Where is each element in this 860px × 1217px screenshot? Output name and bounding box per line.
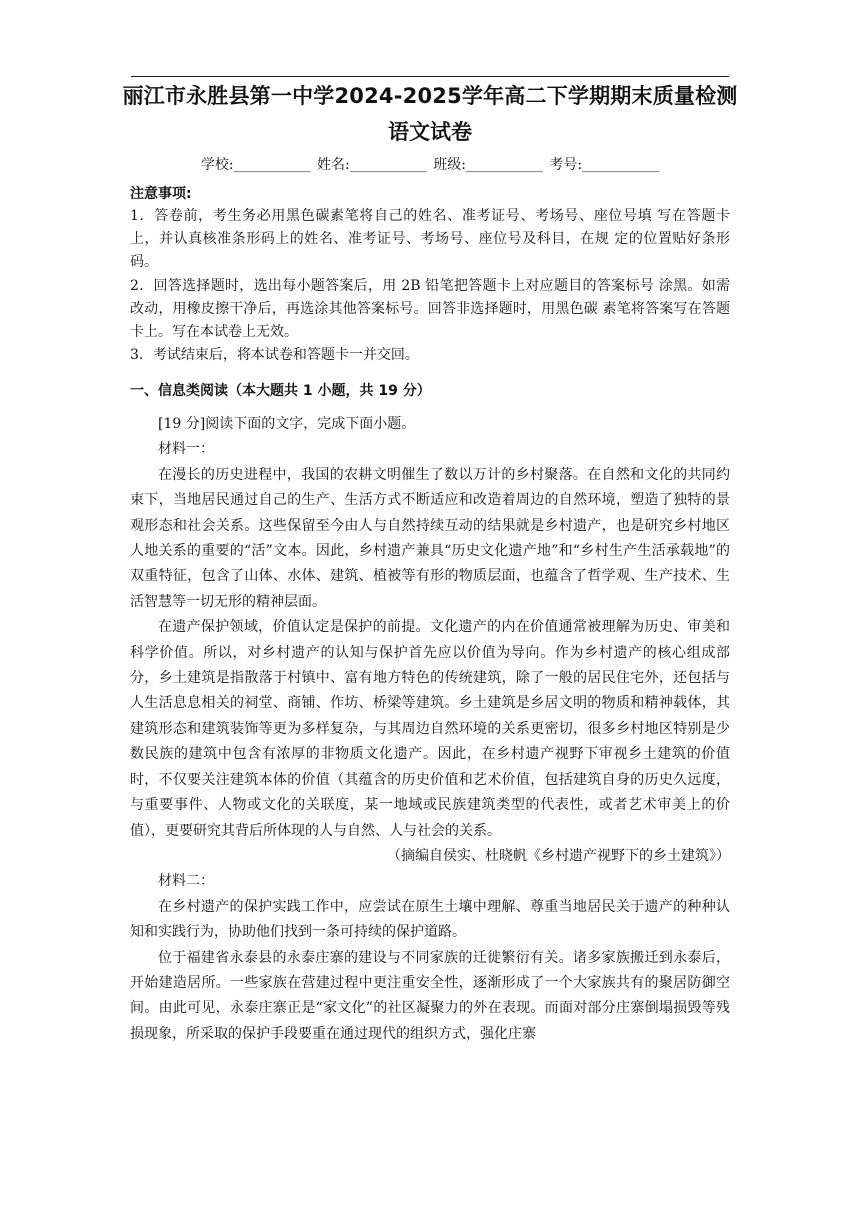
exam-title: 丽江市永胜县第一中学2024-2025学年高二下学期期末质量检测 [122, 84, 738, 108]
body-paragraph: 位于福建省永泰县的永泰庄寨的建设与不同家族的迁徙繁衍有关。诸多家族搬迁到永泰后，开始建造居所。一些家族在营建过程中更注重安全性，逐渐形成了一个大家族共有的聚居防御空间。由此可见，永泰庄寨正是“家文化”的社区凝聚力的外在表现。而面对部分庄寨倒塌损毁等残损现象，所采取的保护手段要重在通过现代的组织方式，强化庄寨 [130, 949, 730, 1042]
section-heading: 一、信息类阅读（本大题共 1 小题，共 19 分） [130, 383, 431, 399]
body-paragraph: 在乡村遗产的保护实践工作中，应尝试在原生土壤中理解、尊重当地居民关于遗产的种种认知和实践行为，协助他们找到一条可持续的保护道路。 [130, 898, 730, 941]
class-field: 班级:___________ [433, 157, 543, 173]
exam-number-field: 考号:___________ [549, 157, 660, 173]
material-label: 材料一： [158, 441, 214, 458]
notice-item: 1．答卷前，考生务必用黑色碳素笔将自己的姓名、准考证号、考场号、座位号填 写在答题卡上，并认真核准条形码上的姓名、准考证号、考场号、座位号及科目，在规 定的位置贴好条形码。 [130, 208, 730, 271]
notice-heading: 注意事项: [130, 186, 192, 202]
name-field: 姓名:___________ [317, 157, 427, 173]
material-label: 材料二： [158, 873, 214, 890]
exam-subtitle: 语文试卷 [388, 120, 472, 144]
body-paragraph: 在遗产保护领域，价值认定是保护的前提。文化遗产的内在价值通常被理解为历史、审美和科学价值。所以，对乡村遗产的认知与保护首先应以价值为导向。作为乡村遗产的核心组成部分，乡土建筑是指散落于村镇中、富有地方特色的传统建筑，除了一般的居民住宅外，还包括与人生活息息相关的祠堂、商铺、作坊、桥梁等建筑。乡土建筑是乡居文明的物质和精神载体，其建筑形态和建筑装饰等更为多样复杂，与其周边自然环境的关系更密切，很多乡村地区特别是少数民族的建筑中包含有浓厚的非物质文化遗产。因此，在乡村遗产视野下审视乡土建筑的价值时，不仅要关注建筑本体的价值（其蕴含的历史价值和艺术价值，包括建筑自身的历史久远度，与重要事件、人物或文化的关联度，某一地域或民族建筑类型的代表性，或者艺术审美上的价值），更要研究其背后所体现的人与自然、人与社会的关系。 [130, 619, 730, 839]
notice-item: 3．考试结束后，将本试卷和答题卡一并交回。 [130, 347, 419, 364]
header-rule [131, 76, 729, 77]
body-paragraph: 在漫长的历史进程中，我国的农耕文明催生了数以万计的乡村聚落。在自然和文化的共同约束下，当地居民通过自己的生产、生活方式不断适应和改造着周边的自然环境，塑造了独特的景观形态和社会关系。这些保留至今由人与自然持续互动的结果就是乡村遗产，也是研究乡村地区人地关系的重要的“活”文本。因此，乡村遗产兼具“历史文化遗产地”和“乡村生产生活承载地”的双重特征，包含了山体、水体、建筑、植被等有形的物质层面，也蕴含了哲学观、生产技术、生活智慧等一切无形的精神层面。 [130, 466, 730, 610]
school-field: 学校:___________ [200, 157, 311, 173]
student-info-line [0, 154, 860, 174]
instruction-paragraph: [19 分]阅读下面的文字，完成下面小题。 [158, 416, 416, 432]
notice-item: 2．回答选择题时，选出每小题答案后，用 2B 铅笔把答题卡上对应题目的答案标号 涂黑。如需改动，用橡皮擦干净后，再选涂其他答案标号。回答非选择题时，用黑色碳 素笔将答案写在答题卡上。写在本试卷上无效。 [130, 277, 730, 341]
notice-list [130, 205, 730, 367]
reading-content [130, 412, 730, 1047]
citation: （摘编自侯实、杜晓帆《乡村遗产视野下的乡土建筑》） [387, 847, 730, 864]
